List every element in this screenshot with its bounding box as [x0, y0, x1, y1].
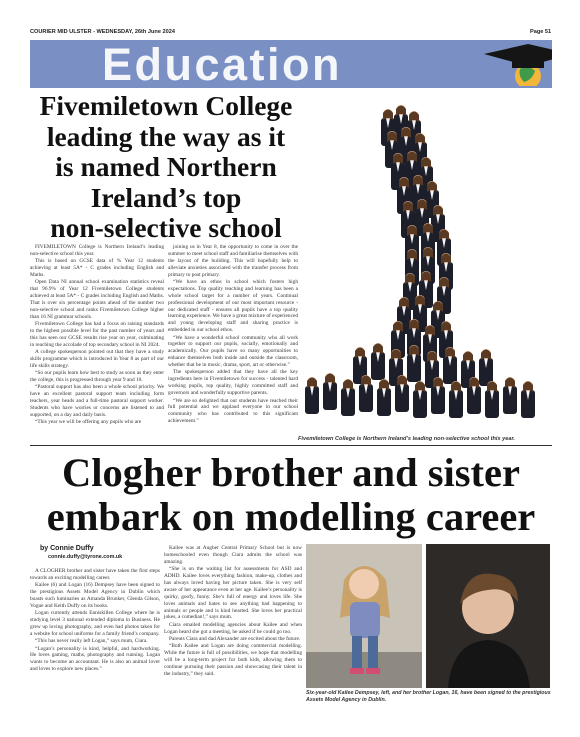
- story1-column-1: FIVEMILETOWN College is Northern Ireland’s leading non-selective school this year. This is based on GCSE data of % Year 12 students achieving at least 5A* - C grades including English and Maths. Open Data NI annual school examination statistics reveal that 96.9% of Year 12 Fivemiletown College students achieved at least 5A* - C grades including English and Maths. That is over six percentage points ahead of the number two non-selective school and ranks Fivemiletown College higher than 16 NI grammar schools. Fivemiletown College has had a focus on raising standards to the highest possible level for the past number of years and this has seen our GCSE results rise year on year, culminating in reaching the accolade of top secondary school in NI 2024. A college spokesperson pointed out that they have a study skills programme which is introduced in Year 8 as part of our life skills strategy. “So our pupils learn how best to study as soon as they enter the college, this is progressed through year 9 and 10. “Pastoral support has also been a whole school priority. We have an excellent pastoral support team including form teachers, year heads and a full-time pastoral support worker. Students who have worries or concerns are listened to and supported, on a day and daily basis. “This year we will be offering any pupils who are: [30, 244, 164, 426]
- section-banner: [30, 40, 552, 88]
- page-header-left: COURIER MID ULSTER - WEDNESDAY, 26th June 2024: [30, 29, 175, 35]
- story2-headline: Clogher brother and sister embark on modelling career: [46, 450, 536, 539]
- siblings-photo-caption: Six-year-old Kailee Dempsey, left, and her brother Logan, 16, have been signed to the prestigious Assets Model Agency in Dublin.: [306, 690, 551, 703]
- logan-photo: [426, 544, 550, 688]
- story2-column-2: Kailee was at Augher Central Primary School but is now homeschooled even though Ciara admits the school was amazing. “She is on the waiting list for assessments for ASD and ADHD. Kailee loves everything fashion, make-up, clothes and has always loved having her picture taken. She is very self aware of her appearance even at her age. Kailee’s personality is quirky, goofy, funny. She’s full of energy and loves life. She loves animals and hates to see anything bad happening to animals or people and is kind hearted. She loves her practical jokes, a comedian!,” says mum. Ciara emailed modelling agencies about Kailee and when Logan heard she got a meeting, he asked if he could go too. Parents Ciara and dad Alexander are excited about the future. “Both Kailee and Logan are doing commercial modelling. While the future is full of possibilities, we hope that modelling will be a long-term project for both kids, allowing them to continue pursuing their passion and showcasing their talent in the industry,” they said.: [164, 545, 302, 677]
- page-number: Page 51: [530, 29, 552, 35]
- students-group: [305, 105, 535, 418]
- students-photo-caption: Fivemiletown College is Northern Ireland’s leading non-selective school this year.: [298, 436, 515, 442]
- graduation-cap-globe-icon: [472, 42, 552, 88]
- story2-author-email[interactable]: connie.duffy@tyrone.com.uk: [48, 554, 123, 560]
- story1-column-2: joining us in Year 8, the opportunity to come in over the summer to meet school staff and familiarise themselves with the layout of the building. This will hopefully help to alleviate anxieties associated with the transfer process from primary to post primary. “We have an ethos in school which fosters high expectations. Top quality teaching and learning has been a whole school target for a number of years. Continual professional development of our most important resource - our dedicated staff - ensures all pupils have a top quality learning experience. We have a great mixture of experienced and young developing staff and sharing practice is embedded in our school ethos. “We have a wonderful school community who all work together to support our pupils, socially, emotionally and academically. Our pupils have so many opportunities to enhance themselves both inside and outside the classroom, whether that be in music, drama, sport, art or otherwise.” The spokesperson added that they have all the key ingredients here in Fivemiletown for success - talented hard working pupils, top quality, highly committed staff and governors and wonderfully supportive parents. “We are so delighted that our students have reached their full potential and we applaud everyone in our school community who has contributed to this significant achievement.”: [168, 244, 298, 425]
- kailee-photo: [306, 544, 422, 688]
- story2-column-1: A CLOGHER brother and sister have taken the first steps towards an exciting modelling career. Kailee (6) and Logan (16) Dempsey have been signed to the prestigious Assets Model Agency in Dublin which boasts such luminaries as Amanda Brunker, Glenda Gilson, Vogue and Keith Duffy on its books. Logan currently attends Enniskillen College where he is studying level 3 national extended diploma in Business. He grew up loving photography, and even had photos taken for a website for school uniforms for a family friend’s company. “This has never really left Logan,” says mum, Ciara. “Logan’s personality is kind, helpful, and hardworking. He loves gaming, maths, photography and running. Logan wants to become an accountant. He is also an animal lover and loves to explore new places.”: [30, 568, 160, 673]
- section-divider: [30, 445, 552, 446]
- story1-headline: Fivemiletown College leading the way as it is named Northern Ireland’s top non-selective school: [39, 90, 293, 243]
- story2-byline: by Connie Duffy: [40, 545, 94, 552]
- section-title: Education: [102, 40, 343, 88]
- students-photo: [300, 96, 550, 436]
